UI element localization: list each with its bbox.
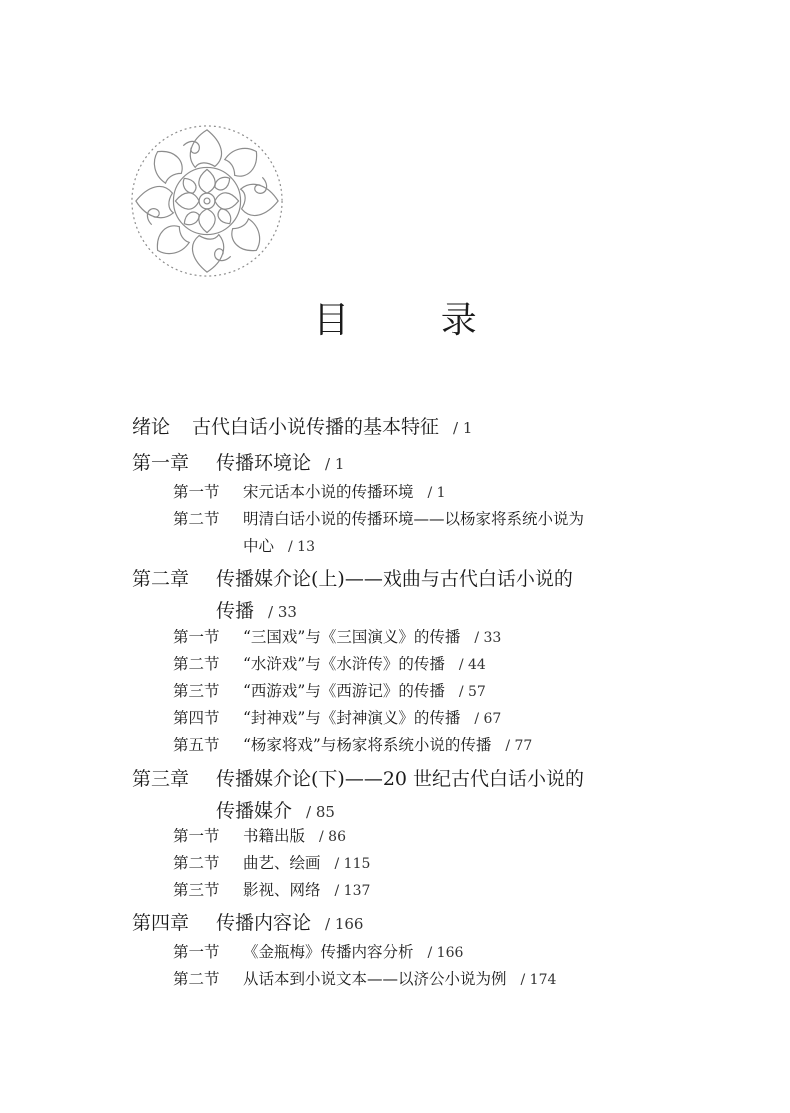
toc-entry-title: 传播环境论 <box>216 452 312 474</box>
toc-entry-title: 影视、网络 <box>243 881 321 899</box>
toc-page-number: / 44 <box>458 657 486 673</box>
toc-entry-title: 书籍出版 <box>243 827 306 845</box>
toc-section[interactable] <box>173 940 463 962</box>
toc-page-number: / 77 <box>505 738 533 754</box>
toc-entry-title: “三国戏”与《三国演义》的传播 <box>243 628 461 646</box>
toc-chapter[interactable] <box>132 764 584 791</box>
toc-entry-title: 传播媒介 <box>216 800 293 822</box>
toc-intro[interactable] <box>132 412 472 439</box>
floral-roundel-icon <box>128 122 286 280</box>
toc-page-number: / 1 <box>427 485 446 501</box>
toc-page-number: / 137 <box>334 883 371 899</box>
toc-page-number: / 57 <box>458 684 486 700</box>
toc-label: 第二节 <box>173 970 220 988</box>
toc-chapter[interactable] <box>132 564 573 591</box>
toc-entry-title: “水浒戏”与《水浒传》的传播 <box>243 655 445 673</box>
toc-section[interactable] <box>173 652 486 674</box>
toc-page-number: / 33 <box>474 630 502 646</box>
toc-label: 绪论 <box>132 416 171 438</box>
toc-label: 第四节 <box>173 709 220 727</box>
toc-entry-title: 宋元话本小说的传播环境 <box>243 483 414 501</box>
toc-chapter[interactable] <box>132 908 363 935</box>
toc-page-number: / 85 <box>306 803 335 821</box>
toc-entry-title: “杨家将戏”与杨家将系统小说的传播 <box>243 736 492 754</box>
toc-entry-title: 明清白话小说的传播环境——以杨家将系统小说为 <box>243 510 585 528</box>
toc-entry-title: 传播 <box>216 600 255 622</box>
toc-section[interactable] <box>173 706 501 728</box>
toc-entry-title: 中心 <box>243 537 275 555</box>
toc-page-number: / 174 <box>520 972 557 988</box>
toc-page-number: / 13 <box>288 539 315 555</box>
toc-label: 第五节 <box>173 736 220 754</box>
toc-entry-title: 传播媒介论(下)——20 世纪古代白话小说的 <box>216 768 585 790</box>
toc-section[interactable] <box>173 625 501 647</box>
toc-section[interactable] <box>173 851 370 873</box>
toc-section-continued[interactable] <box>243 534 315 556</box>
toc-entry-title: 曲艺、绘画 <box>243 854 321 872</box>
toc-label: 第一节 <box>173 628 220 646</box>
toc-section[interactable] <box>173 967 556 989</box>
toc-label: 第二节 <box>173 655 220 673</box>
page-title: 目 录 <box>313 300 517 341</box>
toc-section[interactable] <box>173 733 532 755</box>
toc-label: 第二节 <box>173 510 220 528</box>
toc-entry-title: 传播内容论 <box>216 912 312 934</box>
toc-section[interactable] <box>173 507 584 529</box>
toc-label: 第一节 <box>173 827 220 845</box>
toc-page-number: / 166 <box>325 915 364 933</box>
toc-page-number: / 1 <box>453 419 473 437</box>
toc-entry-title: “西游戏”与《西游记》的传播 <box>243 682 445 700</box>
toc-section[interactable] <box>173 679 486 701</box>
toc-label: 第二章 <box>132 568 190 590</box>
toc-entry-title: 古代白话小说传播的基本特征 <box>192 416 440 438</box>
toc-page-number: / 1 <box>325 455 345 473</box>
toc-label: 第四章 <box>132 912 190 934</box>
toc-section[interactable] <box>173 824 346 846</box>
toc-section[interactable] <box>173 878 370 900</box>
toc-page-number: / 86 <box>319 829 346 845</box>
toc-page-number: / 166 <box>427 945 464 961</box>
toc-label: 第二节 <box>173 854 220 872</box>
toc-label: 第一节 <box>173 943 220 961</box>
toc-label: 第三节 <box>173 682 220 700</box>
toc-chapter-continued[interactable] <box>216 796 335 823</box>
toc-label: 第三章 <box>132 768 190 790</box>
toc-chapter-continued[interactable] <box>216 596 297 623</box>
toc-entry-title: 《金瓶梅》传播内容分析 <box>243 943 414 961</box>
toc-entry-title: 传播媒介论(上)——戏曲与古代白话小说的 <box>216 568 573 590</box>
toc-label: 第一节 <box>173 483 220 501</box>
toc-entry-title: “封神戏”与《封神演义》的传播 <box>243 709 461 727</box>
toc-page-number: / 67 <box>474 711 502 727</box>
toc-chapter[interactable] <box>132 448 344 475</box>
toc-label: 第三节 <box>173 881 220 899</box>
toc-label: 第一章 <box>132 452 190 474</box>
toc-page-number: / 115 <box>334 856 371 872</box>
toc-page-number: / 33 <box>268 603 297 621</box>
toc-section[interactable] <box>173 480 446 502</box>
toc-entry-title: 从话本到小说文本——以济公小说为例 <box>243 970 507 988</box>
